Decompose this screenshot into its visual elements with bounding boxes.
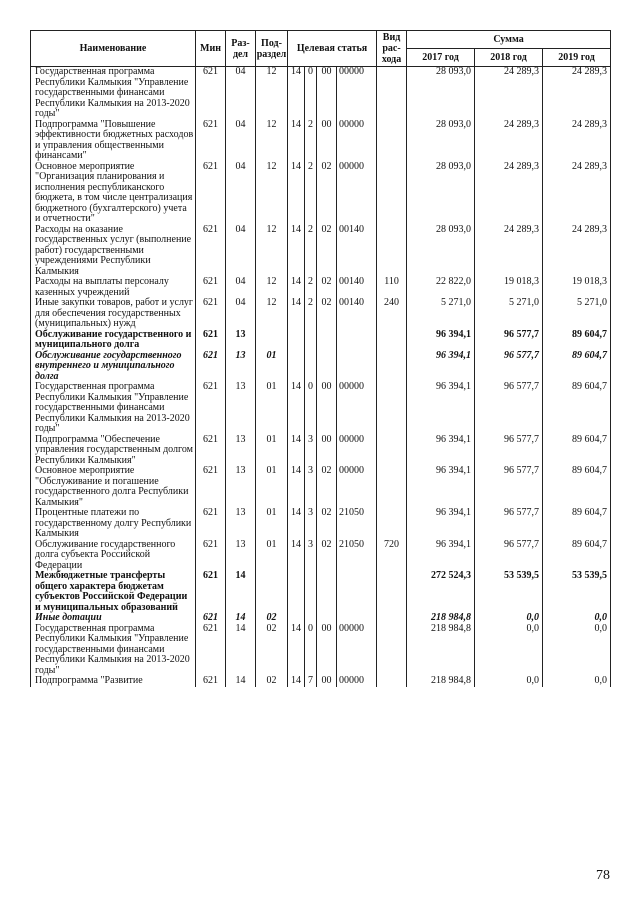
cell-sum-2017: 5 271,0	[407, 298, 475, 330]
cell-vid-raskhoda: 720	[377, 540, 407, 572]
cell-sum-2018: 24 289,3	[475, 225, 543, 278]
cell-sum-2019: 0,0	[543, 624, 611, 677]
cell-sum-2019: 89 604,7	[543, 466, 611, 508]
cell-target-program: 14	[288, 624, 305, 677]
cell-sum-2019: 0,0	[543, 676, 611, 687]
cell-target-event: 00	[317, 67, 337, 120]
budget-table-page	[30, 30, 610, 687]
cell-vid-raskhoda	[377, 351, 407, 383]
cell-name: Государственная программа Республики Калмыкия "Управление государственными финансами Республики Калмыкия на 2013-2020 годы"	[31, 382, 196, 435]
cell-name: Обслуживание государственного и муниципального долга	[31, 330, 196, 351]
cell-razdel: 13	[226, 382, 256, 435]
cell-razdel: 13	[226, 508, 256, 540]
cell-vid-raskhoda	[377, 613, 407, 624]
cell-target-program: 14	[288, 466, 305, 508]
cell-sum-2017: 96 394,1	[407, 351, 475, 383]
cell-sum-2017: 28 093,0	[407, 67, 475, 120]
cell-min: 621	[196, 225, 226, 278]
cell-name: Иные дотации	[31, 613, 196, 624]
cell-sum-2018: 5 271,0	[475, 298, 543, 330]
budget-table	[30, 30, 611, 687]
header-vid-raskhoda: Вид рас- хода	[377, 31, 407, 67]
cell-target-program: 14	[288, 382, 305, 435]
cell-target-program: 14	[288, 67, 305, 120]
cell-sum-2017: 96 394,1	[407, 540, 475, 572]
cell-sum-2017: 28 093,0	[407, 225, 475, 278]
table-body	[31, 67, 611, 687]
cell-vid-raskhoda	[377, 508, 407, 540]
cell-sum-2019: 89 604,7	[543, 435, 611, 467]
cell-podrazdel: 02	[256, 624, 288, 677]
cell-min: 621	[196, 613, 226, 624]
cell-target-event: 02	[317, 162, 337, 225]
header-year-2017: 2017 год	[407, 49, 475, 67]
cell-target-program: 14	[288, 676, 305, 687]
cell-target-subprogram: 0	[305, 67, 317, 120]
cell-target-subprogram: 0	[305, 382, 317, 435]
cell-target-subprogram: 3	[305, 466, 317, 508]
cell-target-event: 02	[317, 540, 337, 572]
table-row	[31, 277, 611, 298]
header-razdel: Раз- дел	[226, 31, 256, 67]
cell-name: Процентные платежи по государственному долгу Республики Калмыкия	[31, 508, 196, 540]
cell-razdel: 04	[226, 277, 256, 298]
cell-sum-2017: 96 394,1	[407, 508, 475, 540]
cell-razdel: 04	[226, 67, 256, 120]
cell-vid-raskhoda	[377, 624, 407, 677]
cell-sum-2019: 89 604,7	[543, 330, 611, 351]
cell-sum-2019: 89 604,7	[543, 351, 611, 383]
cell-target-event: 00	[317, 382, 337, 435]
cell-name: Государственная программа Республики Калмыкия "Управление государственными финансами Республики Калмыкия на 2013-2020 годы"	[31, 67, 196, 120]
cell-target-direction	[337, 351, 377, 383]
cell-target-subprogram: 7	[305, 676, 317, 687]
cell-razdel: 14	[226, 624, 256, 677]
cell-vid-raskhoda: 110	[377, 277, 407, 298]
page-number: 78	[596, 868, 610, 883]
cell-razdel: 13	[226, 435, 256, 467]
cell-name: Государственная программа Республики Калмыкия "Управление государственными финансами Республики Калмыкия на 2013-2020 годы"	[31, 624, 196, 677]
cell-sum-2018: 24 289,3	[475, 67, 543, 120]
header-podrazdel: Под- раздел	[256, 31, 288, 67]
cell-sum-2017: 28 093,0	[407, 120, 475, 162]
cell-target-event: 00	[317, 624, 337, 677]
cell-razdel: 14	[226, 613, 256, 624]
table-row	[31, 225, 611, 278]
table-row	[31, 624, 611, 677]
cell-target-program: 14	[288, 298, 305, 330]
cell-razdel: 14	[226, 571, 256, 613]
cell-min: 621	[196, 351, 226, 383]
cell-vid-raskhoda	[377, 571, 407, 613]
cell-target-subprogram: 2	[305, 277, 317, 298]
cell-podrazdel: 12	[256, 277, 288, 298]
cell-razdel: 13	[226, 330, 256, 351]
cell-podrazdel: 02	[256, 676, 288, 687]
cell-podrazdel: 12	[256, 225, 288, 278]
cell-name: Иные закупки товаров, работ и услуг для обеспечения государственных (муниципальных) нужд	[31, 298, 196, 330]
cell-target-program: 14	[288, 120, 305, 162]
cell-sum-2018: 96 577,7	[475, 435, 543, 467]
cell-target-direction: 00000	[337, 382, 377, 435]
cell-target-program: 14	[288, 162, 305, 225]
cell-vid-raskhoda: 240	[377, 298, 407, 330]
cell-target-program	[288, 330, 305, 351]
cell-podrazdel: 01	[256, 508, 288, 540]
cell-target-program	[288, 351, 305, 383]
cell-sum-2019: 5 271,0	[543, 298, 611, 330]
table-row	[31, 571, 611, 613]
table-row	[31, 351, 611, 383]
cell-target-event: 02	[317, 225, 337, 278]
cell-target-direction: 00000	[337, 120, 377, 162]
table-row	[31, 298, 611, 330]
cell-target-subprogram: 2	[305, 162, 317, 225]
cell-razdel: 04	[226, 162, 256, 225]
cell-razdel: 04	[226, 225, 256, 278]
cell-target-subprogram	[305, 330, 317, 351]
cell-min: 621	[196, 571, 226, 613]
cell-sum-2017: 96 394,1	[407, 382, 475, 435]
cell-sum-2018: 96 577,7	[475, 508, 543, 540]
cell-target-subprogram	[305, 351, 317, 383]
cell-target-event	[317, 351, 337, 383]
cell-sum-2017: 96 394,1	[407, 435, 475, 467]
cell-name: Обслуживание государственного внутреннего и муниципального долга	[31, 351, 196, 383]
cell-sum-2017: 218 984,8	[407, 613, 475, 624]
cell-sum-2019: 24 289,3	[543, 162, 611, 225]
cell-sum-2018: 96 577,7	[475, 540, 543, 572]
cell-vid-raskhoda	[377, 676, 407, 687]
cell-sum-2017: 28 093,0	[407, 162, 475, 225]
table-row	[31, 676, 611, 687]
cell-sum-2019: 19 018,3	[543, 277, 611, 298]
cell-min: 621	[196, 298, 226, 330]
cell-razdel: 04	[226, 298, 256, 330]
cell-name: Основное мероприятие "Обслуживание и погашение государственного долга Республики Калмыкия"	[31, 466, 196, 508]
cell-target-subprogram: 3	[305, 540, 317, 572]
cell-min: 621	[196, 508, 226, 540]
cell-sum-2018: 0,0	[475, 676, 543, 687]
cell-name: Расходы на оказание государственных услуг (выполнение работ) государственными учреждениями Республики Калмыкия	[31, 225, 196, 278]
cell-podrazdel: 01	[256, 382, 288, 435]
cell-target-direction: 21050	[337, 540, 377, 572]
cell-podrazdel: 12	[256, 162, 288, 225]
table-header	[31, 31, 611, 67]
cell-target-event: 02	[317, 298, 337, 330]
cell-podrazdel	[256, 330, 288, 351]
cell-min: 621	[196, 330, 226, 351]
cell-target-direction: 21050	[337, 508, 377, 540]
cell-target-direction: 00000	[337, 466, 377, 508]
cell-podrazdel: 12	[256, 298, 288, 330]
cell-vid-raskhoda	[377, 466, 407, 508]
cell-target-program: 14	[288, 277, 305, 298]
cell-sum-2017: 272 524,3	[407, 571, 475, 613]
cell-target-event: 00	[317, 435, 337, 467]
table-row	[31, 466, 611, 508]
cell-min: 621	[196, 382, 226, 435]
cell-sum-2018: 24 289,3	[475, 162, 543, 225]
cell-sum-2018: 96 577,7	[475, 466, 543, 508]
cell-razdel: 14	[226, 676, 256, 687]
cell-target-event: 02	[317, 508, 337, 540]
cell-vid-raskhoda	[377, 225, 407, 278]
cell-sum-2017: 22 822,0	[407, 277, 475, 298]
cell-target-subprogram: 2	[305, 298, 317, 330]
cell-target-event: 02	[317, 277, 337, 298]
cell-sum-2018: 0,0	[475, 624, 543, 677]
cell-target-subprogram	[305, 571, 317, 613]
cell-target-subprogram: 0	[305, 624, 317, 677]
cell-target-event: 02	[317, 466, 337, 508]
cell-razdel: 04	[226, 120, 256, 162]
cell-sum-2019: 24 289,3	[543, 67, 611, 120]
header-min: Мин	[196, 31, 226, 67]
cell-sum-2019: 24 289,3	[543, 225, 611, 278]
cell-target-direction: 00140	[337, 277, 377, 298]
cell-target-event: 00	[317, 120, 337, 162]
cell-target-subprogram: 2	[305, 120, 317, 162]
table-row	[31, 540, 611, 572]
cell-sum-2019: 89 604,7	[543, 508, 611, 540]
cell-sum-2019: 53 539,5	[543, 571, 611, 613]
cell-razdel: 13	[226, 466, 256, 508]
header-summa: Сумма	[407, 31, 611, 49]
cell-vid-raskhoda	[377, 162, 407, 225]
cell-sum-2018: 19 018,3	[475, 277, 543, 298]
table-row	[31, 382, 611, 435]
table-row	[31, 162, 611, 225]
cell-sum-2017: 218 984,8	[407, 676, 475, 687]
cell-target-program: 14	[288, 225, 305, 278]
cell-target-direction	[337, 330, 377, 351]
cell-target-program	[288, 613, 305, 624]
cell-sum-2018: 24 289,3	[475, 120, 543, 162]
cell-vid-raskhoda	[377, 330, 407, 351]
cell-target-direction: 00000	[337, 624, 377, 677]
cell-name: Расходы на выплаты персоналу казенных учреждений	[31, 277, 196, 298]
cell-target-subprogram: 3	[305, 508, 317, 540]
cell-target-program: 14	[288, 508, 305, 540]
table-row	[31, 330, 611, 351]
cell-target-direction	[337, 571, 377, 613]
table-row	[31, 67, 611, 120]
cell-sum-2019: 24 289,3	[543, 120, 611, 162]
cell-podrazdel: 01	[256, 540, 288, 572]
cell-min: 621	[196, 435, 226, 467]
cell-min: 621	[196, 67, 226, 120]
cell-target-subprogram: 3	[305, 435, 317, 467]
cell-name: Подпрограмма "Обеспечение управления государственным долгом Республики Калмыкия"	[31, 435, 196, 467]
header-name: Наименование	[31, 31, 196, 67]
cell-target-direction: 00140	[337, 298, 377, 330]
cell-target-event	[317, 571, 337, 613]
cell-podrazdel: 01	[256, 351, 288, 383]
cell-name: Обслуживание государственного долга субъекта Российской Федерации	[31, 540, 196, 572]
cell-target-subprogram	[305, 613, 317, 624]
cell-min: 621	[196, 162, 226, 225]
header-target-article: Целевая статья	[288, 31, 377, 67]
cell-target-event: 00	[317, 676, 337, 687]
cell-target-program: 14	[288, 435, 305, 467]
cell-min: 621	[196, 466, 226, 508]
cell-vid-raskhoda	[377, 435, 407, 467]
cell-vid-raskhoda	[377, 120, 407, 162]
cell-target-direction: 00140	[337, 225, 377, 278]
cell-podrazdel: 02	[256, 613, 288, 624]
cell-podrazdel: 01	[256, 466, 288, 508]
cell-min: 621	[196, 676, 226, 687]
cell-target-direction	[337, 613, 377, 624]
cell-name: Подпрограмма "Повышение эффективности бюджетных расходов и управления общественными финансами"	[31, 120, 196, 162]
cell-target-program	[288, 571, 305, 613]
table-row	[31, 435, 611, 467]
table-row	[31, 120, 611, 162]
cell-sum-2017: 218 984,8	[407, 624, 475, 677]
cell-sum-2019: 89 604,7	[543, 382, 611, 435]
header-year-2019: 2019 год	[543, 49, 611, 67]
cell-target-direction: 00000	[337, 435, 377, 467]
cell-podrazdel: 12	[256, 67, 288, 120]
cell-sum-2017: 96 394,1	[407, 466, 475, 508]
cell-razdel: 13	[226, 540, 256, 572]
cell-min: 621	[196, 120, 226, 162]
table-row	[31, 508, 611, 540]
cell-name: Межбюджетные трансферты общего характера бюджетам субъектов Российской Федерации и муниципальных образований	[31, 571, 196, 613]
cell-sum-2018: 96 577,7	[475, 330, 543, 351]
cell-min: 621	[196, 540, 226, 572]
cell-target-direction: 00000	[337, 162, 377, 225]
cell-target-direction: 00000	[337, 67, 377, 120]
cell-name: Подпрограмма "Развитие	[31, 676, 196, 687]
cell-podrazdel	[256, 571, 288, 613]
table-row	[31, 613, 611, 624]
cell-target-event	[317, 330, 337, 351]
cell-name: Основное мероприятие "Организация планирования и исполнения республиканского бюджета, в том числе централизация бюджетного (бухгалтерского) учета и отчетности"	[31, 162, 196, 225]
cell-podrazdel: 01	[256, 435, 288, 467]
cell-sum-2017: 96 394,1	[407, 330, 475, 351]
cell-razdel: 13	[226, 351, 256, 383]
header-year-2018: 2018 год	[475, 49, 543, 67]
cell-vid-raskhoda	[377, 382, 407, 435]
cell-sum-2018: 53 539,5	[475, 571, 543, 613]
cell-target-event	[317, 613, 337, 624]
cell-target-subprogram: 2	[305, 225, 317, 278]
cell-sum-2019: 89 604,7	[543, 540, 611, 572]
cell-sum-2018: 96 577,7	[475, 351, 543, 383]
cell-podrazdel: 12	[256, 120, 288, 162]
cell-target-program: 14	[288, 540, 305, 572]
cell-min: 621	[196, 624, 226, 677]
cell-sum-2018: 0,0	[475, 613, 543, 624]
cell-sum-2018: 96 577,7	[475, 382, 543, 435]
cell-sum-2019: 0,0	[543, 613, 611, 624]
cell-min: 621	[196, 277, 226, 298]
cell-target-direction: 00000	[337, 676, 377, 687]
cell-vid-raskhoda	[377, 67, 407, 120]
